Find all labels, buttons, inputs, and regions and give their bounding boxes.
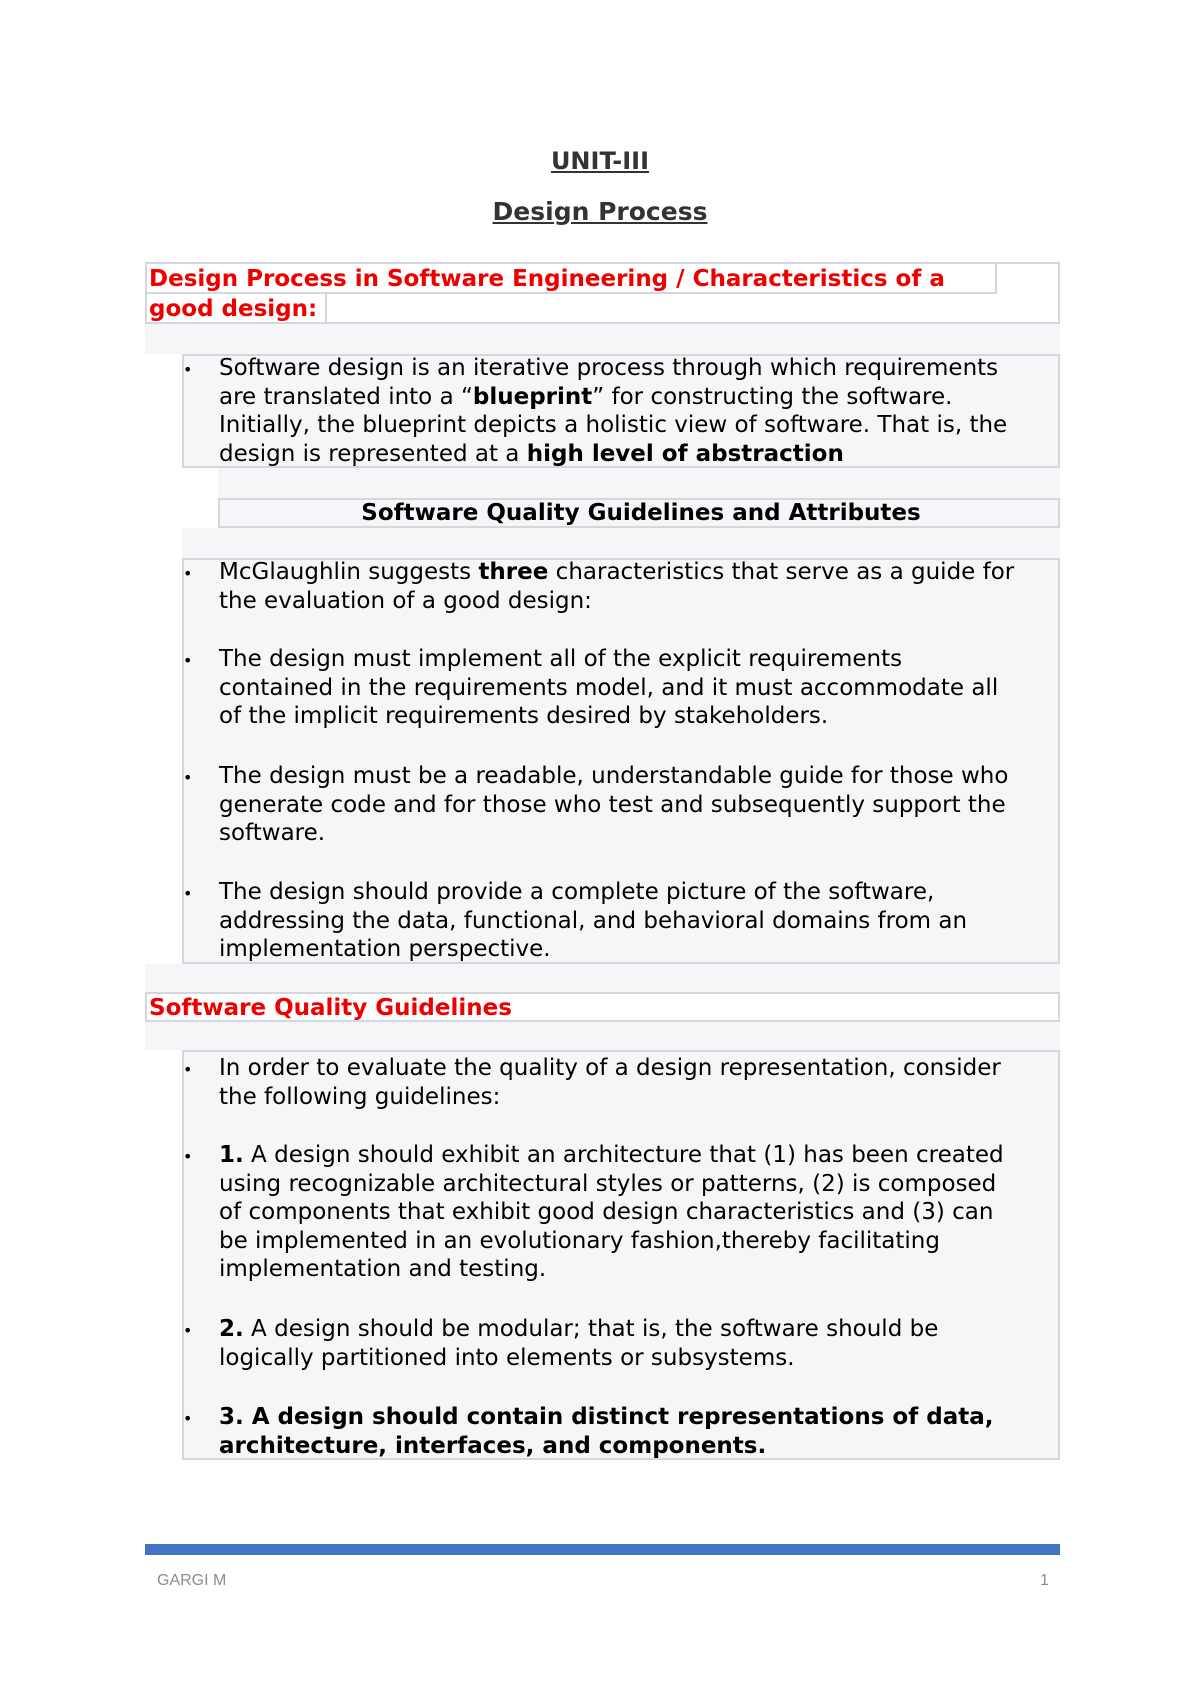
text-line: be implemented in an evolutionary fashion,thereby facilitating [219, 1227, 940, 1254]
list-item [219, 1403, 993, 1460]
bullet: • [183, 1409, 193, 1428]
text-line: architecture, interfaces, and components. [219, 1432, 767, 1459]
text-line: using recognizable architectural styles or patterns, (2) is composed [219, 1170, 997, 1197]
bullet: • [183, 1060, 193, 1079]
list-item [219, 645, 998, 731]
bullet: • [183, 884, 193, 903]
list-item [219, 558, 1014, 615]
text-line: of components that exhibit good design characteristics and (3) can [219, 1199, 994, 1225]
text-line: software. [219, 820, 326, 846]
list-item [219, 1054, 1001, 1111]
text-line: McGlaughlin suggests three characteristics that serve as a guide for [219, 559, 1015, 585]
paragraph-text [219, 354, 1007, 468]
bullet: • [183, 1147, 193, 1166]
text-line: 2. A design should be modular; that is, the software should be [219, 1316, 939, 1342]
text-line: implementation and testing. [219, 1256, 547, 1282]
heading-line: good design: [149, 296, 318, 322]
text-line: In order to evaluate the quality of a design representation, consider [219, 1055, 1001, 1081]
text-line: the following guidelines: [219, 1083, 501, 1110]
heading-line: Design Process in Software Engineering / Characteristics of a [149, 266, 945, 292]
text-line: 1. A design should exhibit an architecture that (1) has been created [219, 1142, 1004, 1168]
text-line: contained in the requirements model, and it must accommodate all [219, 674, 999, 701]
text-line: Initially, the blueprint depicts a holistic view of software. That is, the [219, 412, 1008, 438]
heading-text: Software Quality Guidelines [149, 995, 512, 1021]
text-line: design is represented at a high level of abstraction [219, 440, 844, 467]
list-item [219, 762, 1008, 848]
text-line: The design must implement all of the explicit requirements [219, 646, 903, 672]
footer-divider [145, 1544, 1060, 1555]
text-line: are translated into a “blueprint” for constructing the software. [219, 383, 953, 410]
bullet: • [183, 1321, 193, 1340]
text-line: logically partitioned into elements or subsystems. [219, 1344, 795, 1371]
text-line: The design should provide a complete picture of the software, [219, 879, 935, 905]
footer-author: GARGI M [157, 1572, 227, 1589]
list-item [219, 1315, 938, 1372]
text-line: implementation perspective. [219, 936, 551, 962]
text-line: generate code and for those who test and subsequently support the [219, 791, 1006, 818]
text-line: The design must be a readable, understandable guide for those who [219, 763, 1009, 789]
list-item [219, 1141, 1004, 1284]
subheading-box [218, 498, 1060, 528]
list-item [219, 878, 967, 964]
page-number: 1 [1040, 1572, 1049, 1589]
subheading-quality-attributes: Software Quality Guidelines and Attributes [361, 500, 921, 526]
bullet: • [183, 768, 193, 787]
bullet: • [183, 564, 193, 583]
bullet: • [183, 651, 193, 670]
bullet: • [183, 360, 193, 379]
text-line: 3. A design should contain distinct representations of data, [219, 1404, 994, 1430]
text-line: Software design is an iterative process through which requirements [219, 355, 999, 381]
page-title: Design Process [492, 197, 708, 226]
section-heading-design-process [145, 262, 1060, 324]
text-line: addressing the data, functional, and behavioral domains from an [219, 907, 968, 934]
section-heading-quality-guidelines [145, 992, 1060, 1022]
text-line: of the implicit requirements desired by stakeholders. [219, 703, 829, 729]
text-line: the evaluation of a good design: [219, 587, 592, 614]
unit-title: UNIT-III [550, 147, 650, 175]
